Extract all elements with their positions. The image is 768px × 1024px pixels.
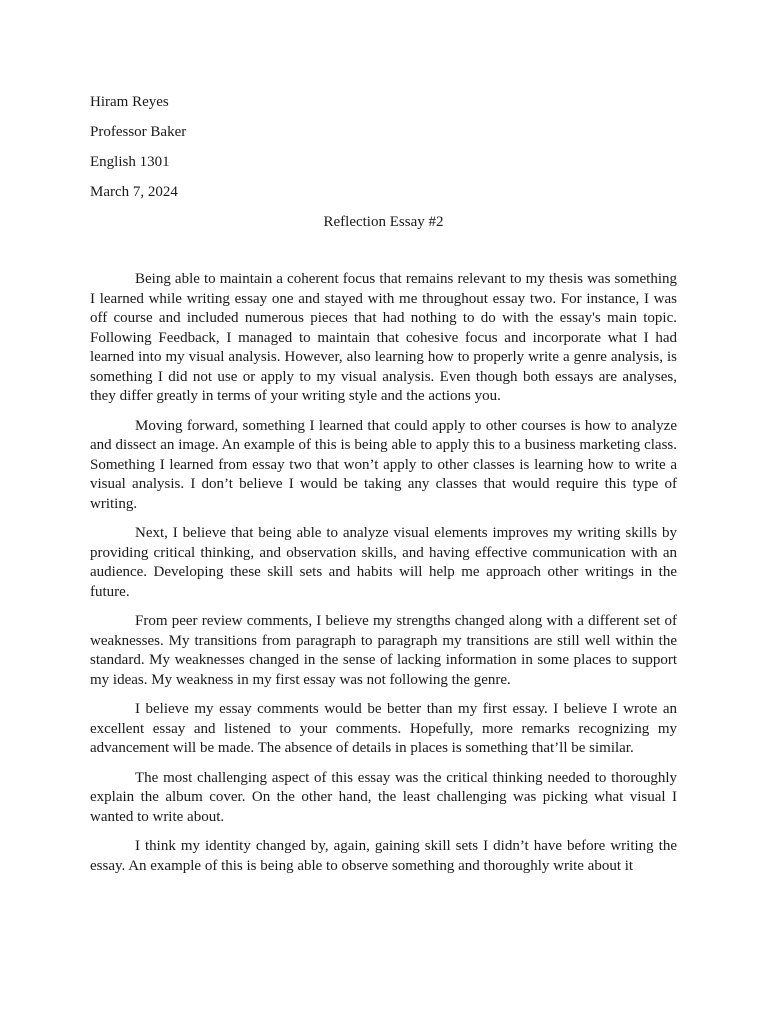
essay-title: Reflection Essay #2 [323, 214, 444, 230]
paragraph-6: The most challenging aspect of this essay was the critical thinking needed to thoroughly explain the album cover. On the other hand, the least challenging was picking what visual I wanted to write about. [90, 769, 677, 825]
essay-body [90, 270, 677, 886]
mla-heading [90, 92, 680, 212]
course-name: English 1301 [90, 154, 170, 170]
instructor-name: Professor Baker [90, 124, 187, 140]
paragraph-2: Moving forward, something I learned that could apply to other courses is how to analyze and dissect an image. An example of this is being able to apply this to a business marketing class. Something I learned from essay two that won’t apply to other classes is learning how to write a visual analysis. I don’t believe I would be taking any classes that would require this type of writing. [90, 417, 677, 512]
paragraph-3: Next, I believe that being able to analyze visual elements improves my writing skills by providing critical thinking, and observation skills, and having effective communication with an audience. Developing these skill sets and habits will help me approach other writings in the future. [90, 525, 677, 600]
paragraph-4: From peer review comments, I believe my strengths changed along with a different set of weaknesses. My transitions from paragraph to paragraph my transitions are still well within the standard. My weaknesses changed in the sense of lacking information in some places to support my ideas. My weakness in my first essay was not following the genre. [90, 613, 677, 688]
author-name: Hiram Reyes [90, 94, 169, 110]
paragraph-5: I believe my essay comments would be better than my first essay. I believe I wrote an excellent essay and listened to your comments. Hopefully, more remarks recognizing my advancement will be made. The absence of details in places is something that’ll be similar. [90, 701, 677, 756]
essay-date: March 7, 2024 [90, 184, 178, 200]
paragraph-7: I think my identity changed by, again, gaining skill sets I didn’t have before writing the essay. An example of this is being able to observe something and thoroughly write about it [90, 838, 677, 874]
paragraph-1: Being able to maintain a coherent focus that remains relevant to my thesis was something I learned while writing essay one and stayed with me throughout essay two. For instance, I was off course and included numerous pieces that had nothing to do with the essay's main topic. Following Feedback, I managed to maintain that cohesive focus and incorporate what I had learned into my visual analysis. However, also learning how to properly write a genre analysis, is something I did not use or apply to my visual analysis. Even though both essays are analyses, they differ greatly in terms of your writing style and the actions you. [90, 271, 677, 404]
